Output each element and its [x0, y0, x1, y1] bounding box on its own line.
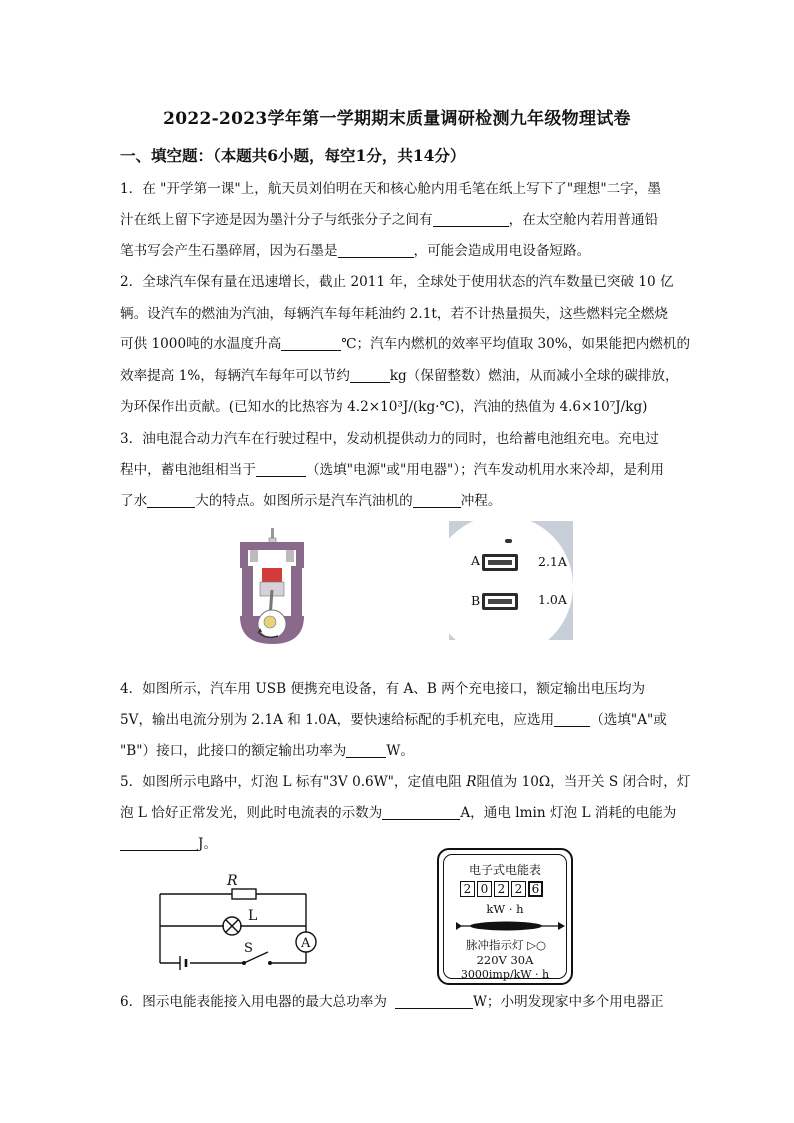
q3-text: 了水 [120, 493, 148, 509]
q4-text: "B"）接口，此接口的额定输出功率为 [120, 743, 347, 759]
q2-text: 可供 1000吨的水温度升高 [120, 336, 282, 352]
meter-disc-arrow-icon [454, 919, 566, 933]
q4-text: W。 [386, 743, 414, 759]
indicator-led [505, 539, 512, 543]
q2-blank-2[interactable] [350, 368, 390, 383]
q1-text: 汁在纸上留下字迹是因为墨汁分子与纸张分子之间有 [120, 212, 433, 228]
q3-line-2 [120, 458, 664, 478]
q4-blank-2[interactable] [346, 743, 386, 758]
q5-text: A，通电 lmin 灯泡 L 消耗的电能为 [460, 805, 677, 821]
q4-text: （选填"A"或 [590, 712, 667, 728]
meter-digit: 2 [494, 881, 509, 897]
q5-blank-2[interactable] [120, 836, 198, 851]
q2-line-1: 2．全球汽车保有量在迅速增长，截止 2011 年，全球处于使用状态的汽车数量已突破 10 亿 [120, 274, 674, 290]
q5-resistor-symbol: R [466, 774, 477, 790]
circuit-label-l: L [248, 908, 258, 924]
q2-text: kg（保留整数）燃油，从而减小全球的碳排放， [389, 368, 679, 384]
port-b-current: 1.0A [538, 592, 567, 607]
q5-line-1 [120, 770, 690, 790]
q5-text: 泡 L 恰好正常发光，则此时电流表的示数为 [120, 805, 383, 821]
q2-line-2: 辆。设汽车的燃油为汽油，每辆汽车每年耗油约 2.1t，若不计热量损失，这些燃料完全燃烧 [120, 306, 668, 322]
q4-line-2 [120, 708, 667, 728]
meter-digit: 2 [511, 881, 526, 897]
q1-text: ，可能会造成用电设备短路。 [413, 243, 591, 259]
q4-line-3 [120, 739, 414, 759]
port-a-current: 2.1A [538, 554, 567, 569]
q2-text: 效率提高 1%，每辆汽车每年可以节约 [120, 368, 350, 384]
q5-text: 5．如图所示电路中，灯泡 L 标有"3V 0.6W"，定值电阻 [120, 774, 467, 790]
q1-blank-1[interactable] [433, 212, 509, 227]
port-a-label: A [471, 553, 481, 568]
pulse-label: 脉冲指示灯 [466, 938, 524, 952]
circuit-label-r: R [227, 873, 238, 889]
q2-line-4 [120, 364, 679, 384]
usb-port-a [482, 554, 518, 571]
meter-digits [460, 881, 545, 897]
meter-pulse-row [466, 937, 546, 953]
q3-blank-1[interactable] [256, 462, 306, 477]
q6-text: W；小明发现家中多个用电器正 [472, 994, 664, 1010]
q4-text: 5V，输出电流分别为 2.1A 和 1.0A，要快速给标配的手机充电，应选用 [120, 712, 555, 728]
q4-blank-1[interactable] [554, 712, 590, 727]
q6-blank-1[interactable] [395, 994, 473, 1009]
q3-line-3 [120, 489, 501, 509]
q2-line-3 [120, 332, 690, 352]
q3-blank-2[interactable] [147, 493, 195, 508]
port-b-label: B [471, 593, 481, 608]
circuit-label-ammeter: A [301, 936, 311, 951]
meter-title: 电子式电能表 [468, 863, 541, 877]
meter-spec: 220V 30A [476, 953, 534, 967]
q1-line-3 [120, 239, 590, 259]
q3-line-1: 3．油电混合动力汽车在行驶过程中，发动机提供动力的同时，也给蓄电池组充电。充电过 [120, 431, 659, 447]
section-heading: 一、填空题：（本题共6小题，每空1分，共14分） [120, 146, 466, 165]
q1-text: ，在太空舱内若用普通铅 [508, 212, 659, 228]
q3-text: （选填"电源"或"用电器"）；汽车发动机用水来冷却，是利用 [305, 462, 664, 478]
q3-blank-3[interactable] [413, 493, 461, 508]
q2-blank-1[interactable] [281, 336, 341, 351]
usb-port-b [482, 593, 518, 610]
q5-blank-1[interactable] [382, 805, 460, 820]
usb-charger-photo [449, 521, 573, 640]
circuit-diagram [150, 870, 330, 970]
meter-digit: 0 [477, 881, 492, 897]
energy-meter [437, 848, 573, 985]
q2-text: ℃；汽车内燃机的效率平均值取 30%，如果能把内燃机的 [341, 336, 691, 352]
q5-text: 阻值为 10Ω，当开关 S 闭合时，灯 [476, 774, 691, 790]
q6-text: 6．图示电能表能接入用电器的最大总功率为 [120, 994, 387, 1010]
q1-blank-2[interactable] [338, 243, 414, 258]
pulse-led-icon: ▷○ [527, 938, 547, 952]
q6-line-1 [120, 990, 664, 1010]
q3-text: 程中，蓄电池组相当于 [120, 462, 256, 478]
meter-constant: 3000imp/kW · h [460, 968, 550, 981]
q4-line-1: 4．如图所示，汽车用 USB 便携充电设备，有 A、B 两个充电接口，额定输出电压均为 [120, 681, 646, 697]
q5-text: J。 [198, 836, 218, 852]
q5-line-2 [120, 801, 676, 821]
q5-line-3 [120, 832, 217, 852]
q3-text: 大的特点。如图所示是汽车汽油机的 [195, 493, 413, 509]
meter-unit: kW · h [486, 902, 524, 916]
engine-stroke-diagram [236, 528, 308, 646]
circuit-label-s: S [244, 941, 253, 956]
q1-line-1: 1．在 "开学第一课"上，航天员刘伯明在天和核心舱内用毛笔在纸上写下了"理想"二字，墨 [120, 181, 661, 197]
q1-line-2 [120, 208, 658, 228]
meter-digit: 2 [460, 881, 475, 897]
exam-title: 2022-2023学年第一学期期末质量调研检测九年级物理试卷 [163, 109, 631, 129]
meter-digit-decimal: 6 [528, 881, 543, 897]
q1-text: 笔书写会产生石墨碎屑，因为石墨是 [120, 243, 338, 259]
q2-line-5: 为环保作出贡献。(已知水的比热容为 4.2×10³J/(kg·℃)，汽油的热值为 4.6×10⁷J/kg) [120, 399, 648, 415]
q3-text: 冲程。 [460, 493, 502, 509]
